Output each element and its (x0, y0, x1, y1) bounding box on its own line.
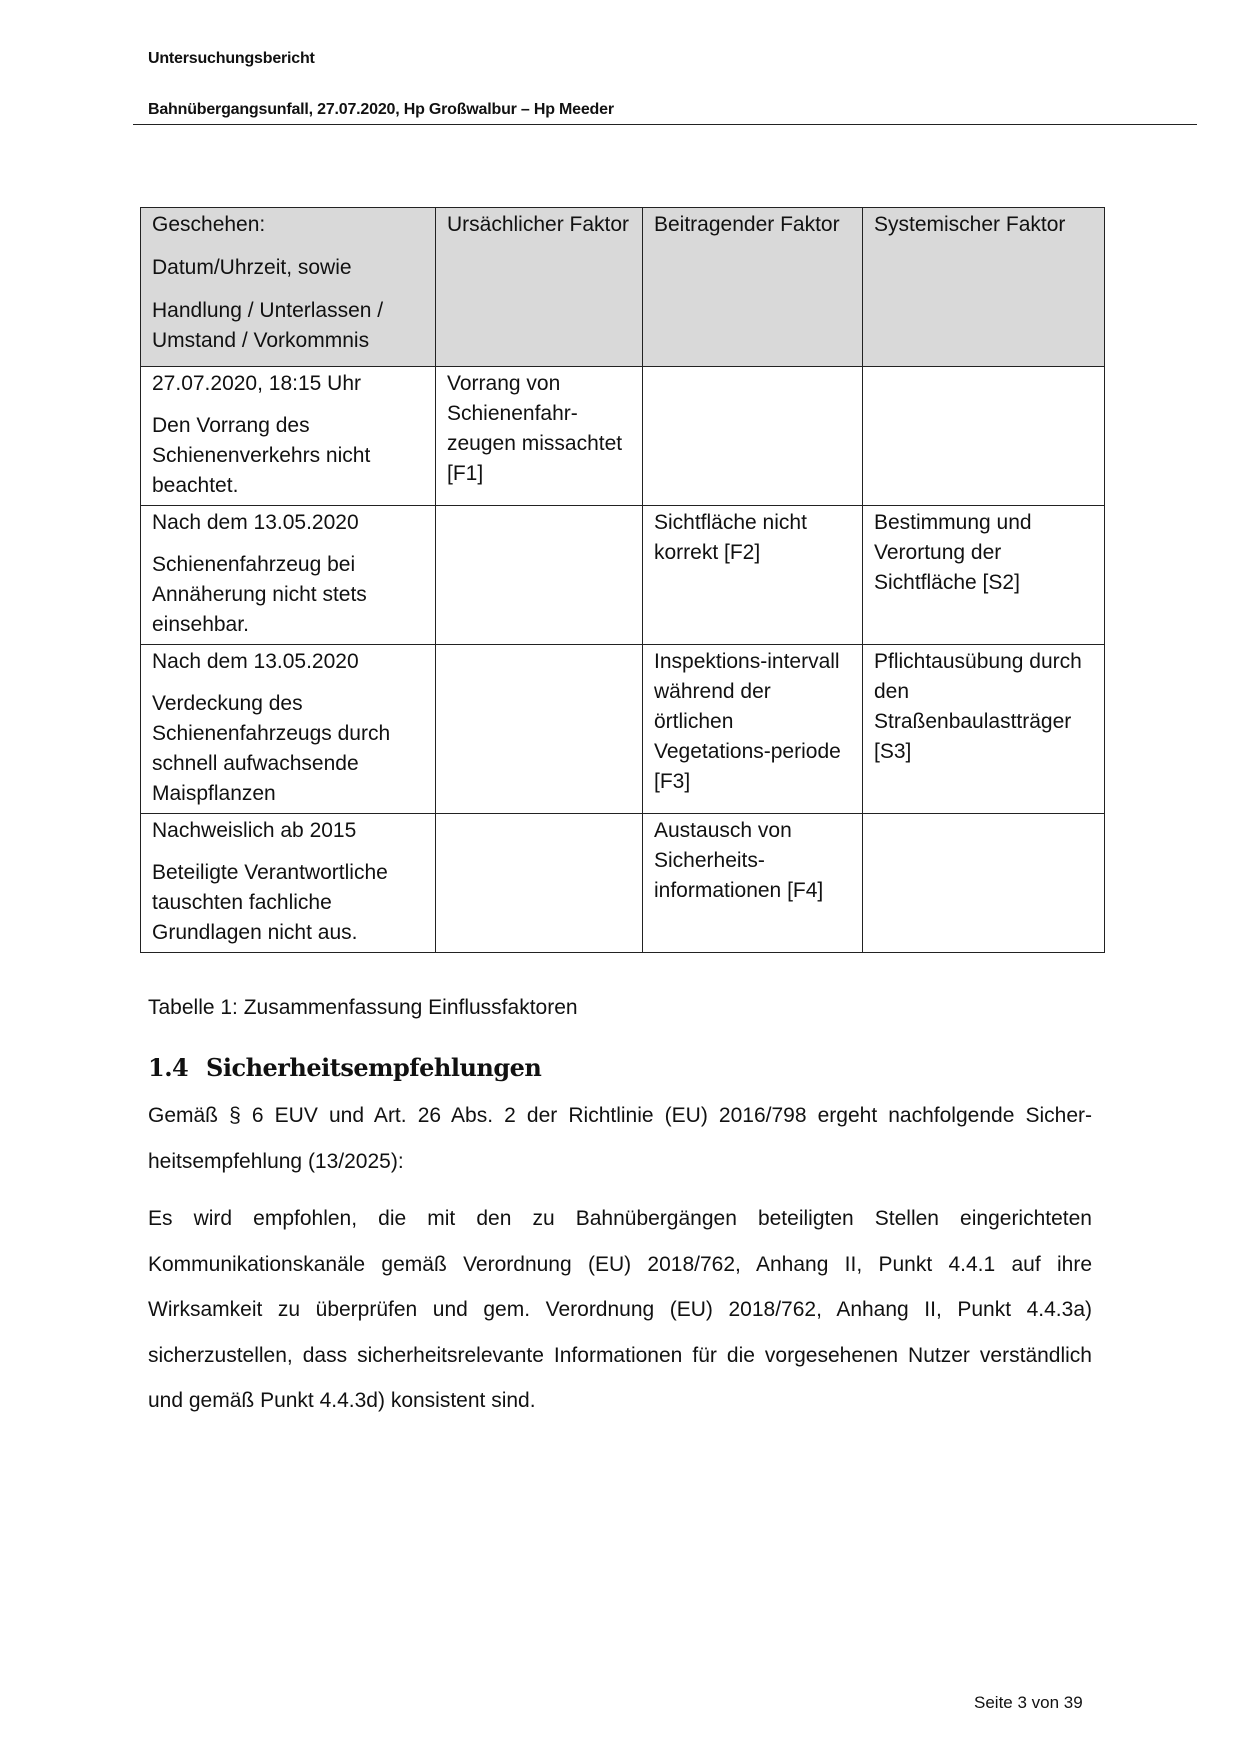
header-event-line: Geschehen: (152, 213, 266, 236)
table-row (141, 814, 1105, 953)
contributing-factor-cell: Austausch von Sicherheits-informationen [F4] (643, 814, 863, 953)
systemic-factor-cell (863, 367, 1105, 506)
influence-factors-table (140, 207, 1105, 953)
header-cell-event (141, 208, 436, 367)
systemic-factor-cell: Pflichtausübung durch den Straßenbaulastträger [S3] (863, 645, 1105, 814)
contributing-factor-cell: Inspektions-intervall während der örtlichen Vegetations-periode [F3] (643, 645, 863, 814)
section-number: 1.4 (148, 1053, 189, 1082)
section-heading (148, 1053, 541, 1082)
table-row (141, 506, 1105, 645)
event-date: Nach dem 13.05.2020 (152, 511, 359, 534)
event-date: Nach dem 13.05.2020 (152, 650, 359, 673)
event-cell (141, 814, 436, 953)
contributing-factor-cell (643, 367, 863, 506)
paragraph-legal-basis: Gemäß § 6 EUV und Art. 26 Abs. 2 der Richtlinie (EU) 2016/798 ergeht nachfolgende Sicherheitsempfehlung (13/2025): (148, 1104, 1092, 1173)
header-cell-causal: Ursächlicher Faktor (436, 208, 643, 367)
event-description: Beteiligte Verantwortliche tauschten fachliche Grundlagen nicht aus. (152, 861, 388, 944)
causal-factor-cell: Vorrang von Schienenfahr-zeugen missachtet [F1] (436, 367, 643, 506)
systemic-factor-cell (863, 814, 1105, 953)
table-row (141, 645, 1105, 814)
section-title: Sicherheitsempfehlungen (206, 1053, 542, 1082)
contributing-factor-cell: Sichtfläche nicht korrekt [F2] (643, 506, 863, 645)
event-cell (141, 506, 436, 645)
event-cell (141, 645, 436, 814)
header-divider (133, 124, 1197, 125)
header-cell-systemic: Systemischer Faktor (863, 208, 1105, 367)
causal-factor-cell (436, 506, 643, 645)
causal-factor-cell (436, 645, 643, 814)
running-header-subtitle: Bahnübergangsunfall, 27.07.2020, Hp Großwalbur – Hp Meeder (148, 101, 614, 118)
table-row (141, 367, 1105, 506)
event-description: Den Vorrang des Schienenverkehrs nicht beachtet. (152, 414, 371, 497)
running-header-title: Untersuchungsbericht (148, 50, 315, 67)
systemic-factor-cell: Bestimmung und Verortung der Sichtfläche [S2] (863, 506, 1105, 645)
event-date: Nachweislich ab 2015 (152, 819, 357, 842)
header-event-line: Handlung / Unterlassen / Umstand / Vorkommnis (152, 299, 384, 352)
event-description: Schienenfahrzeug bei Annäherung nicht stets einsehbar. (152, 553, 367, 636)
table-caption: Tabelle 1: Zusammenfassung Einflussfaktoren (148, 996, 578, 1019)
event-date: 27.07.2020, 18:15 Uhr (152, 372, 361, 395)
header-event-line: Datum/Uhrzeit, sowie (152, 256, 352, 279)
causal-factor-cell (436, 814, 643, 953)
header-cell-contributing: Beitragender Faktor (643, 208, 863, 367)
page-number: Seite 3 von 39 (974, 1693, 1083, 1712)
event-cell (141, 367, 436, 506)
paragraph-recommendation: Es wird empfohlen, die mit den zu Bahnübergängen beteiligten Stellen eingerichteten Kommunikationskanäle gemäß Verordnung (EU) 2018/762, Anhang II, Punkt 4.4.1 auf ihre Wirksamkeit zu überprüfen und gem. Verordnung (EU) 2018/762, Anhang II, Punkt 4.4.3a) sicherzustellen, dass sicherheitsrelevante Informationen für die vorgesehenen Nutzer verständlich und gemäß Punkt 4.4.3d) konsistent sind. (148, 1207, 1092, 1412)
event-description: Verdeckung des Schienenfahrzeugs durch schnell aufwachsende Maispflanzen (152, 692, 391, 805)
table-header-row (141, 208, 1105, 367)
